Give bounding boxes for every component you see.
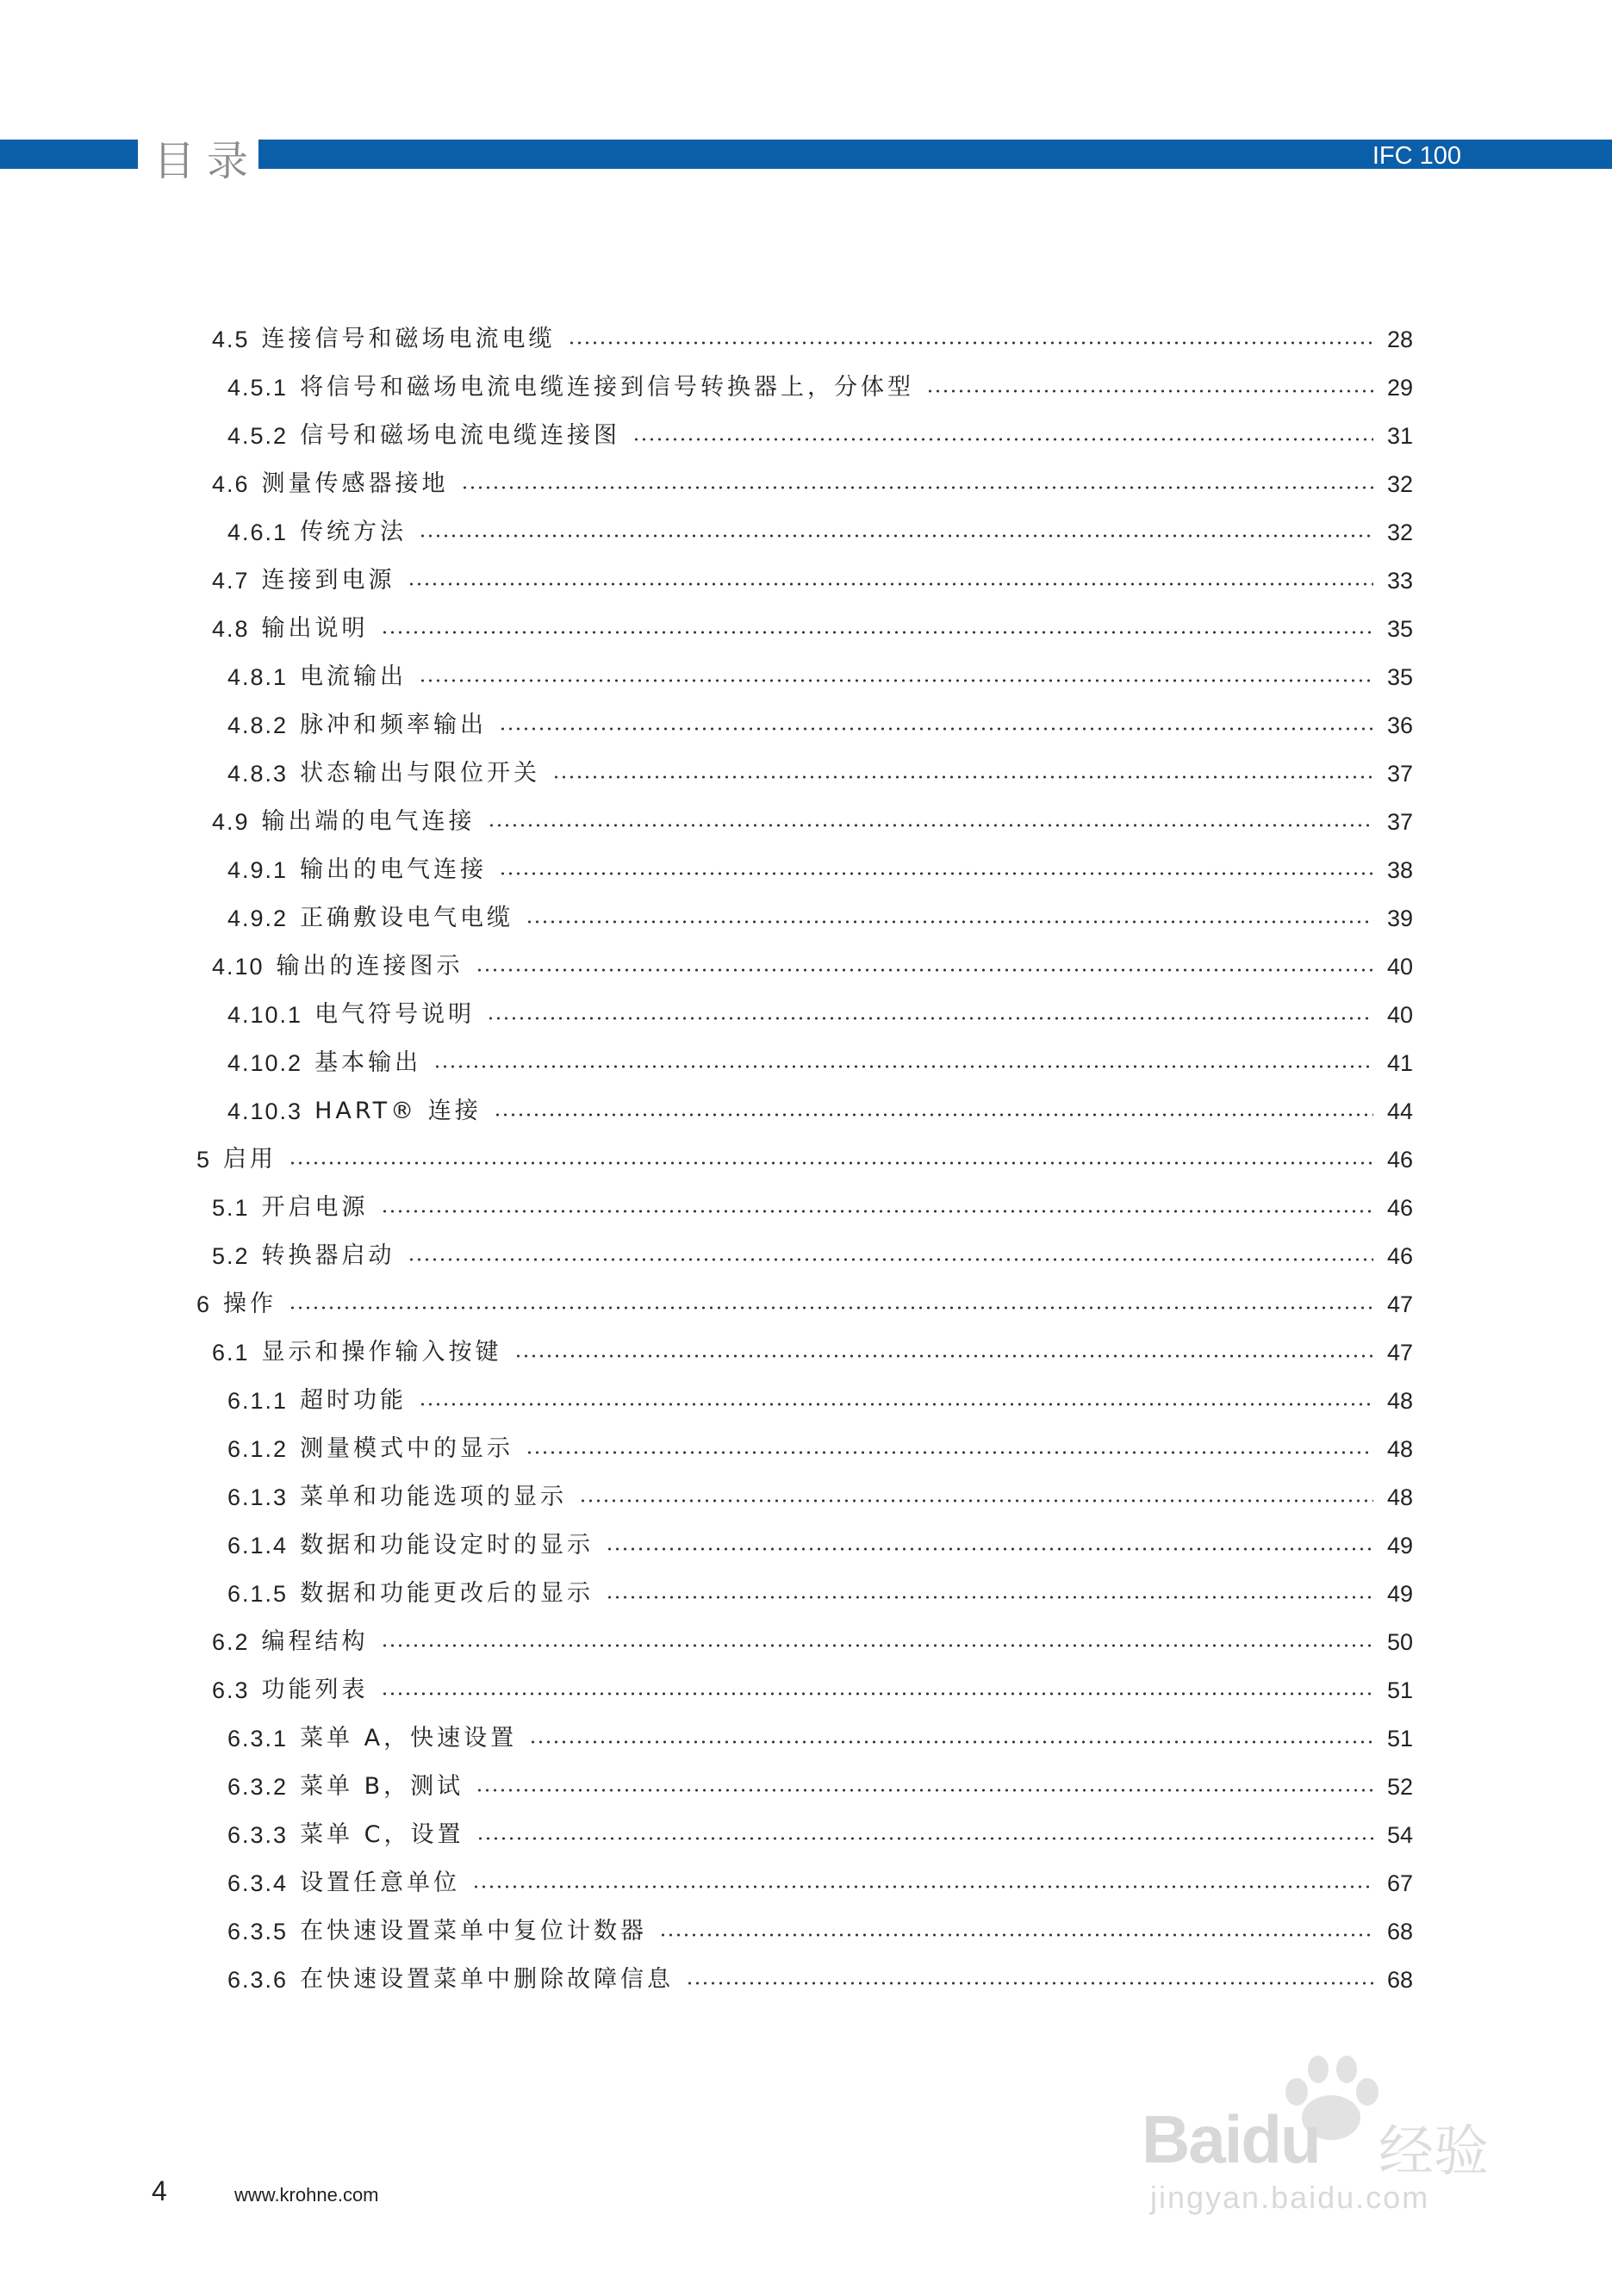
toc-leader-dots	[579, 1498, 1373, 1503]
toc-entry-title: 菜单 C，设置	[300, 1821, 464, 1848]
toc-leader-dots	[606, 1595, 1373, 1600]
toc-entry-number: 6.3.6	[227, 1967, 289, 1993]
toc-entry-number: 6.3.1	[227, 1726, 289, 1752]
toc-entry[interactable]	[212, 936, 1413, 980]
toc-leader-dots	[381, 1691, 1373, 1696]
toc-entry-number: 4.10.2	[227, 1050, 303, 1076]
toc-leader-dots	[381, 1643, 1373, 1648]
toc-entry-page: 44	[1386, 1098, 1413, 1124]
toc-entry-number: 6.2	[212, 1629, 250, 1655]
toc-entry-page: 32	[1386, 520, 1413, 545]
toc-entry-title: 输出端的电气连接	[261, 808, 476, 835]
toc-entry-page: 37	[1386, 761, 1413, 787]
toc-entry-title: 测量传感器接地	[261, 470, 449, 497]
toc-entry-title: HART® 连接	[314, 1098, 482, 1124]
toc-leader-dots	[408, 1257, 1373, 1262]
toc-entry[interactable]	[212, 791, 1413, 836]
toc-entry-page: 39	[1386, 905, 1413, 931]
toc-entry[interactable]	[227, 1804, 1413, 1849]
toc-entry-number: 6.3.4	[227, 1870, 289, 1896]
toc-entry-title: 输出说明	[261, 615, 369, 642]
toc-entry[interactable]	[212, 453, 1413, 498]
toc-entry-number: 4.10.1	[227, 1002, 303, 1028]
toc-entry-page: 48	[1386, 1436, 1413, 1462]
toc-entry-number: 6.1.2	[227, 1436, 289, 1462]
toc-entry-number: 4.6.1	[227, 520, 289, 545]
toc-entry-number: 5.1	[212, 1195, 250, 1221]
toc-entry-number: 4.6	[212, 471, 250, 497]
footer-url[interactable]: www.krohne.com	[234, 2184, 379, 2206]
toc-leader-dots	[926, 389, 1373, 394]
toc-entry-number: 4.5.1	[227, 375, 289, 401]
toc-entry-page: 68	[1386, 1967, 1413, 1993]
toc-entry-title: 菜单和功能选项的显示	[300, 1484, 568, 1510]
toc-entry-number: 6.3.2	[227, 1774, 289, 1800]
toc-entry[interactable]	[227, 405, 1413, 450]
toc-entry[interactable]	[212, 1322, 1413, 1366]
toc-entry[interactable]	[212, 1659, 1413, 1704]
toc-entry-title: 电流输出	[300, 663, 408, 690]
toc-entry-title: 脉冲和频率输出	[300, 712, 488, 738]
toc-entry-page: 46	[1386, 1195, 1413, 1221]
toc-entry-title: 在快速设置菜单中复位计数器	[300, 1918, 648, 1944]
toc-leader-dots	[494, 1112, 1373, 1117]
toc-entry-page: 46	[1386, 1243, 1413, 1269]
toc-entry-title: 在快速设置菜单中删除故障信息	[300, 1966, 675, 1993]
toc-entry-number: 4.7	[212, 568, 250, 594]
toc-leader-dots	[381, 1209, 1373, 1214]
toc-entry[interactable]	[227, 1756, 1413, 1801]
toc-entry[interactable]	[227, 1708, 1413, 1752]
toc-leader-dots	[472, 1884, 1373, 1889]
toc-entry-title: 传统方法	[300, 519, 408, 545]
toc-entry-title: 电气符号说明	[314, 1001, 476, 1028]
toc-entry-number: 4.5.2	[227, 423, 289, 449]
toc-entry-page: 38	[1386, 857, 1413, 883]
toc-entry-title: 显示和操作输入按键	[261, 1339, 502, 1366]
toc-entry-number: 6.3.3	[227, 1822, 289, 1848]
toc-entry-page: 46	[1386, 1147, 1413, 1173]
toc-entry-title: 连接到电源	[261, 567, 395, 594]
toc-entry-title: 启用	[223, 1146, 277, 1173]
toc-entry[interactable]	[212, 1611, 1413, 1656]
toc-leader-dots	[487, 1016, 1373, 1021]
toc-leader-dots	[488, 823, 1373, 828]
toc-entry-title: 连接信号和磁场电流电缆	[261, 326, 556, 352]
toc-entry-page: 35	[1386, 616, 1413, 642]
toc-entry-page: 35	[1386, 664, 1413, 690]
toc-entry[interactable]	[196, 1273, 1413, 1318]
toc-leader-dots	[419, 678, 1373, 683]
toc-entry-number: 4.8.2	[227, 712, 289, 738]
watermark-logo: Baidu	[1142, 2101, 1320, 2177]
toc-leader-dots	[461, 485, 1373, 490]
toc-entry[interactable]	[212, 598, 1413, 643]
toc-entry-title: 将信号和磁场电流电缆连接到信号转换器上，分体型	[300, 374, 915, 401]
toc-entry-number: 6.1.4	[227, 1533, 289, 1559]
toc-entry-title: 转换器启动	[261, 1242, 395, 1269]
toc-entry-number: 4.9	[212, 809, 250, 835]
toc-leader-dots	[408, 582, 1373, 587]
baidu-watermark	[1142, 2050, 1503, 2223]
toc-leader-dots	[526, 919, 1373, 924]
toc-entry-number: 6.1.1	[227, 1388, 289, 1414]
toc-entry[interactable]	[227, 694, 1413, 739]
toc-entry[interactable]	[227, 1901, 1413, 1945]
toc-entry-title: 输出的电气连接	[300, 856, 488, 883]
header-bar-left	[0, 140, 138, 169]
toc-leader-dots	[419, 1402, 1373, 1407]
toc-entry-title: 信号和磁场电流电缆连接图	[300, 422, 621, 449]
toc-leader-dots	[476, 1788, 1373, 1793]
toc-leader-dots	[499, 726, 1373, 731]
toc-entry-number: 5	[196, 1147, 212, 1173]
toc-entry-number: 6.1.5	[227, 1581, 289, 1607]
toc-entry-number: 4.8.3	[227, 761, 289, 787]
toc-entry-page: 67	[1386, 1870, 1413, 1896]
toc-leader-dots	[433, 1064, 1373, 1069]
page-header	[0, 133, 1612, 183]
toc-entry-number: 6.3	[212, 1677, 250, 1703]
toc-entry-page: 40	[1386, 954, 1413, 980]
toc-entry-title: 操作	[223, 1291, 277, 1317]
toc-entry[interactable]	[227, 1080, 1413, 1125]
toc-entry[interactable]	[227, 501, 1413, 546]
toc-entry-page: 28	[1386, 327, 1413, 352]
toc-entry-title: 测量模式中的显示	[300, 1435, 514, 1462]
toc-entry-title: 数据和功能设定时的显示	[300, 1532, 594, 1559]
toc-leader-dots	[568, 340, 1373, 345]
toc-leader-dots	[529, 1739, 1373, 1745]
toc-entry-page: 36	[1386, 712, 1413, 738]
toc-leader-dots	[289, 1160, 1373, 1166]
toc-entry-title: 数据和功能更改后的显示	[300, 1580, 594, 1607]
toc-leader-dots	[552, 775, 1373, 780]
toc-entry-page: 47	[1386, 1291, 1413, 1317]
toc-entry-number: 6.3.5	[227, 1919, 289, 1944]
toc-entry-number: 4.10.3	[227, 1098, 303, 1124]
toc-entry-page: 48	[1386, 1484, 1413, 1510]
toc-entry-number: 6.1.3	[227, 1484, 289, 1510]
toc-leader-dots	[606, 1546, 1373, 1552]
toc-leader-dots	[381, 630, 1373, 635]
toc-entry-title: 正确敷设电气电缆	[300, 905, 514, 931]
toc-leader-dots	[632, 437, 1373, 442]
toc-leader-dots	[419, 533, 1373, 538]
toc-entry[interactable]	[212, 1177, 1413, 1222]
toc-entry-title: 设置任意单位	[300, 1870, 461, 1896]
toc-entry[interactable]	[227, 1418, 1413, 1463]
toc-entry-page: 50	[1386, 1629, 1413, 1655]
toc-entry-page: 29	[1386, 375, 1413, 401]
toc-entry[interactable]	[227, 1032, 1413, 1077]
toc-leader-dots	[514, 1353, 1373, 1359]
toc-leader-dots	[659, 1932, 1373, 1938]
toc-entry-title: 状态输出与限位开关	[300, 760, 541, 787]
toc-entry-title: 编程结构	[261, 1628, 369, 1655]
toc-leader-dots	[289, 1305, 1373, 1310]
toc-entry[interactable]	[227, 646, 1413, 691]
toc-leader-dots	[499, 871, 1373, 876]
toc-entry[interactable]	[227, 357, 1413, 401]
toc-entry-page: 48	[1386, 1388, 1413, 1414]
toc-entry[interactable]	[227, 839, 1413, 884]
toc-entry-number: 5.2	[212, 1243, 250, 1269]
watermark-logo-cn: 经验	[1379, 2120, 1489, 2184]
toc-entry-title: 菜单 A，快速设置	[300, 1725, 518, 1752]
toc-entry-page: 51	[1386, 1726, 1413, 1752]
toc-leader-dots	[686, 1981, 1373, 1986]
toc-entry-page: 32	[1386, 471, 1413, 497]
toc-entry-page: 40	[1386, 1002, 1413, 1028]
toc-entry[interactable]	[227, 1370, 1413, 1415]
toc-entry[interactable]	[227, 984, 1413, 1029]
toc-entry-title: 输出的连接图示	[276, 953, 464, 980]
watermark-url: jingyan.baidu.com	[1150, 2180, 1430, 2215]
toc-entry-number: 4.9.2	[227, 905, 289, 931]
page-number: 4	[152, 2175, 167, 2206]
toc-entry[interactable]	[227, 1466, 1413, 1511]
toc-leader-dots	[476, 968, 1373, 973]
page-title: 目录	[153, 137, 261, 185]
product-name: IFC 100	[1372, 142, 1461, 170]
toc-entry-page: 41	[1386, 1050, 1413, 1076]
toc-entry-number: 6.1	[212, 1340, 250, 1366]
toc-entry-number: 4.10	[212, 954, 265, 980]
toc-entry-page: 49	[1386, 1533, 1413, 1559]
toc-entry-title: 基本输出	[314, 1049, 422, 1076]
toc-entry-page: 47	[1386, 1340, 1413, 1366]
toc-entry[interactable]	[227, 1515, 1413, 1559]
toc-entry[interactable]	[196, 1129, 1413, 1173]
toc-entry-page: 68	[1386, 1919, 1413, 1944]
toc-entry[interactable]	[212, 550, 1413, 594]
toc-entry-number: 4.8.1	[227, 664, 289, 690]
toc-entry[interactable]	[227, 1563, 1413, 1608]
toc-entry-page: 51	[1386, 1677, 1413, 1703]
toc-entry-page: 54	[1386, 1822, 1413, 1848]
toc-entry-page: 49	[1386, 1581, 1413, 1607]
toc-entry-number: 4.8	[212, 616, 250, 642]
toc-leader-dots	[526, 1450, 1373, 1455]
toc-entry[interactable]	[227, 887, 1413, 932]
toc-entry[interactable]	[212, 308, 1413, 353]
toc-entry-number: 6	[196, 1291, 212, 1317]
toc-entry-title: 菜单 B，测试	[300, 1773, 464, 1800]
toc-entry-number: 4.5	[212, 327, 250, 352]
toc-entry-title: 功能列表	[261, 1677, 369, 1703]
toc-entry-page: 52	[1386, 1774, 1413, 1800]
toc-entry-page: 33	[1386, 568, 1413, 594]
toc-entry-page: 37	[1386, 809, 1413, 835]
toc-entry[interactable]	[212, 1225, 1413, 1270]
toc-leader-dots	[476, 1836, 1374, 1841]
toc-entry-title: 超时功能	[300, 1387, 408, 1414]
toc-entry-title: 开启电源	[261, 1194, 369, 1221]
toc-entry-page: 31	[1386, 423, 1413, 449]
toc-entry[interactable]	[227, 743, 1413, 787]
toc-entry-number: 4.9.1	[227, 857, 289, 883]
toc-entry[interactable]	[227, 1949, 1413, 1994]
toc-entry[interactable]	[227, 1852, 1413, 1897]
